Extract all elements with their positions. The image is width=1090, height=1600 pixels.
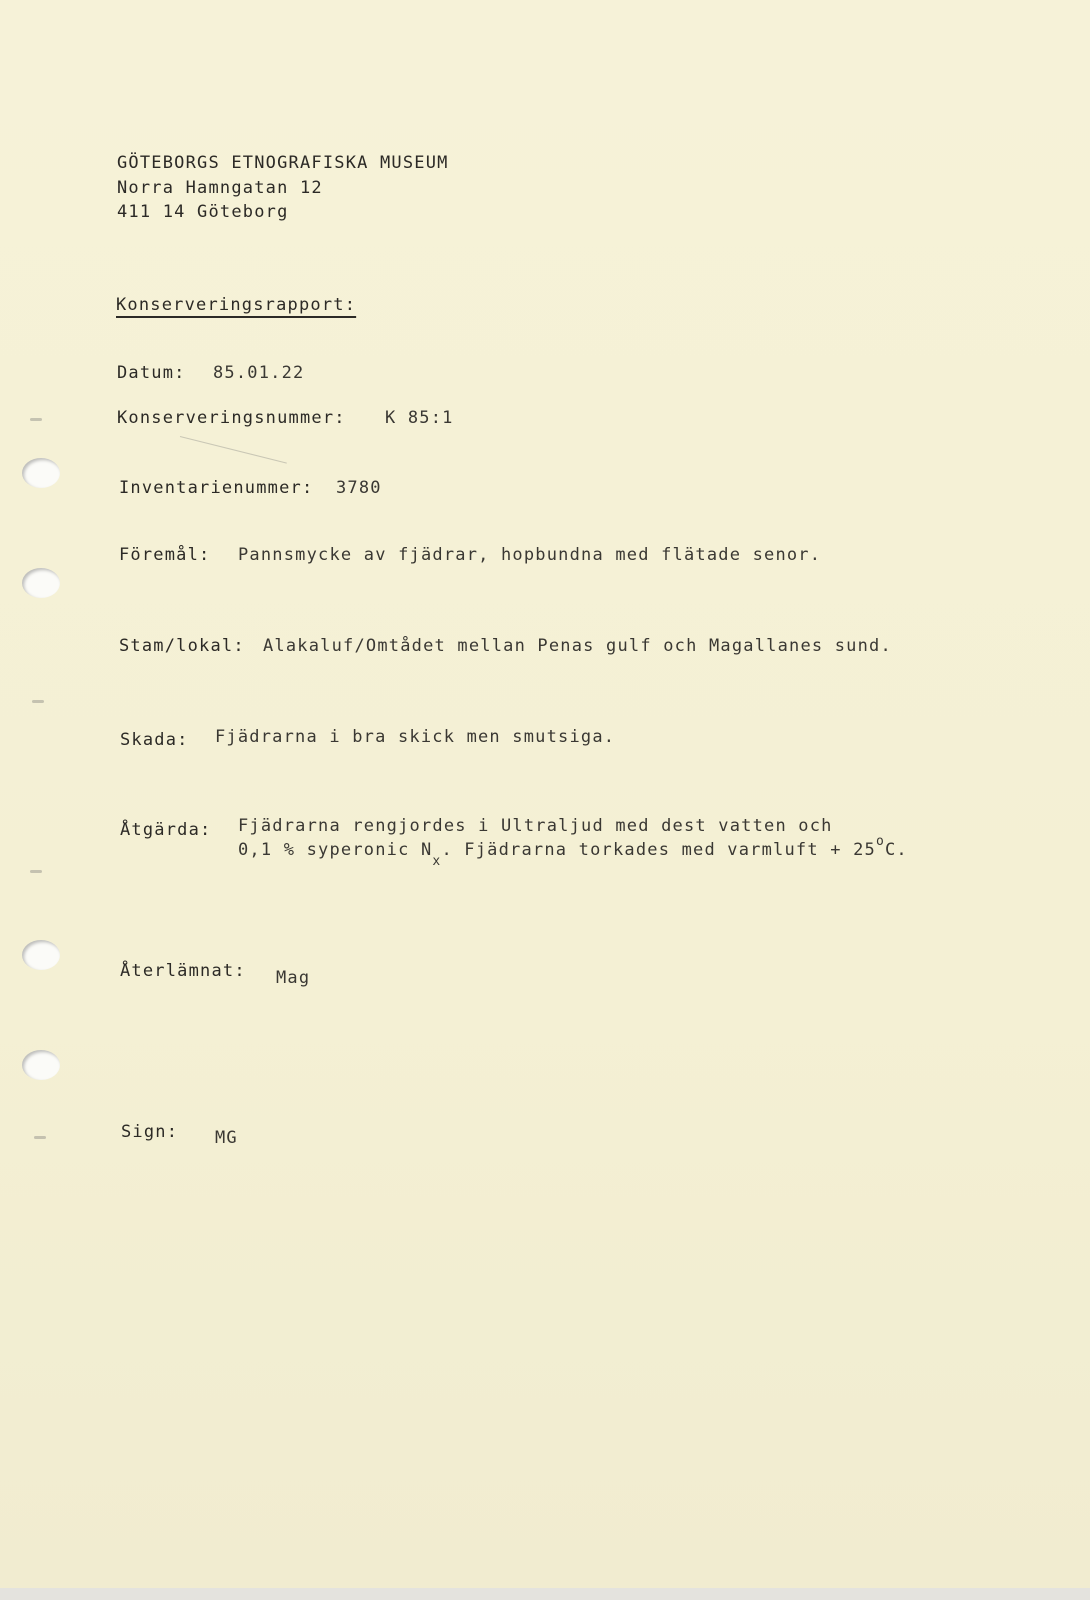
punch-hole [22, 568, 60, 598]
punch-hole [22, 458, 60, 488]
report-title: Konserveringsrapport: [116, 295, 357, 315]
sign-value: MG [215, 1128, 238, 1148]
aterlamnat-label: Återlämnat: [120, 961, 246, 981]
atgarda-line2-part-c: C. [885, 840, 908, 860]
atgarda-label: Åtgärda: [120, 820, 212, 840]
punch-hole [22, 1050, 60, 1080]
address-street: Norra Hamngatan 12 [117, 178, 323, 198]
paper-mark [32, 700, 44, 703]
paper-mark [30, 870, 42, 873]
inventarienummer-label: Inventarienummer: [119, 478, 314, 498]
paper-mark [30, 418, 42, 421]
konserveringsnummer-label: Konserveringsnummer: [117, 408, 346, 428]
atgarda-line2-subscript: x [432, 854, 442, 869]
stam-lokal-value: Alakaluf/Omtådet mellan Penas gulf och Magallanes sund. [263, 636, 892, 656]
punch-hole [22, 940, 60, 970]
atgarda-line2 [238, 834, 908, 869]
atgarda-line2-part-a: 0,1 % syperonic N [238, 840, 433, 860]
institution-name: GÖTEBORGS ETNOGRAFISKA MUSEUM [117, 153, 449, 173]
datum-value: 85.01.22 [213, 363, 305, 383]
atgarda-line2-part-b: . Fjädrarna torkades med varmluft + 25 [441, 840, 876, 860]
stam-lokal-label: Stam/lokal: [119, 636, 245, 656]
inventarienummer-value: 3780 [336, 478, 382, 498]
atgarda-line2-superscript: o [875, 834, 885, 849]
skada-label: Skada: [120, 730, 189, 750]
sign-label: Sign: [121, 1122, 179, 1142]
paper-mark [34, 1136, 46, 1139]
datum-label: Datum: [117, 363, 186, 383]
konserveringsnummer-value: K 85:1 [385, 408, 454, 428]
paper-mark [180, 436, 287, 464]
address-city: 411 14 Göteborg [117, 202, 289, 222]
foremal-value: Pannsmycke av fjädrar, hopbundna med flätade senor. [238, 545, 822, 565]
foremal-label: Föremål: [119, 545, 211, 565]
atgarda-line1: Fjädrarna rengjordes i Ultraljud med dest vatten och [238, 816, 833, 836]
aterlamnat-value: Mag [276, 968, 311, 988]
skada-value: Fjädrarna i bra skick men smutsiga. [215, 727, 616, 747]
page-bottom-edge [0, 1588, 1090, 1600]
